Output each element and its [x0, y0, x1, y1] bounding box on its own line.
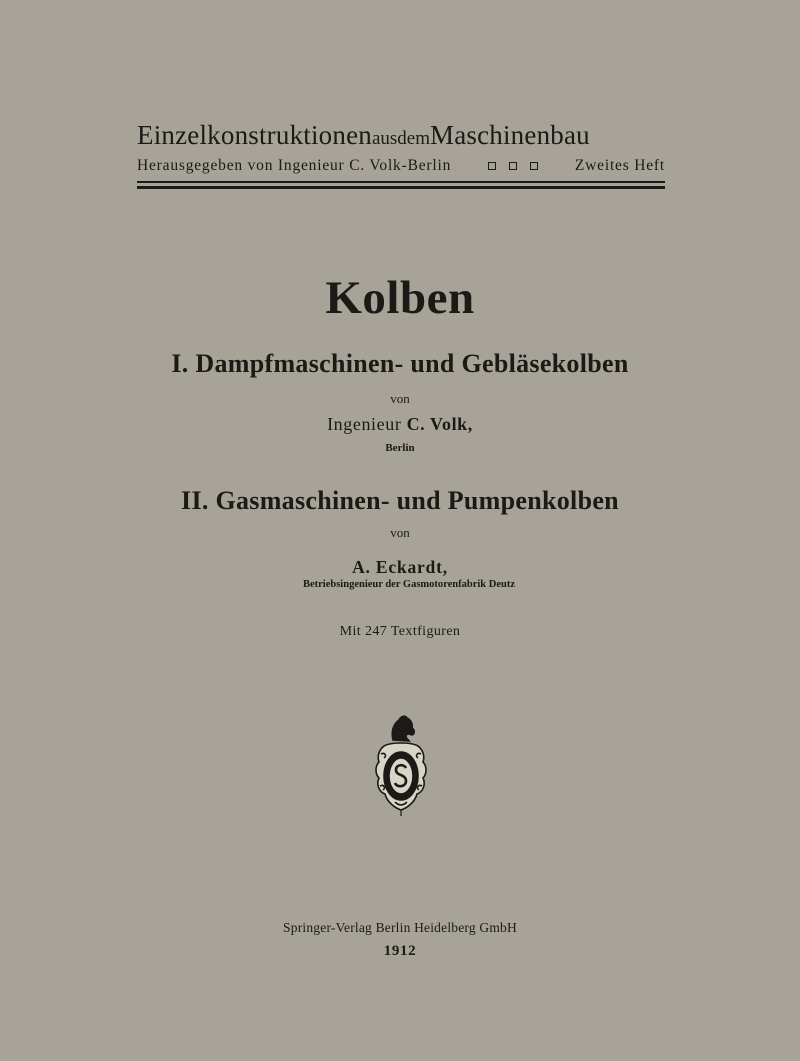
publisher-line: Springer-Verlag Berlin Heidelberg GmbH — [283, 920, 517, 935]
author-1 — [0, 411, 800, 437]
author-1-name: C. Volk, — [406, 414, 473, 434]
series-title-part3: Maschinenbau — [430, 120, 590, 150]
header-rule-thin — [137, 181, 665, 183]
series-title-part1: Einzelkonstruktionen — [137, 120, 372, 150]
springer-knight-emblem-icon — [371, 710, 431, 820]
von-label-1: von — [390, 391, 410, 406]
header-rule-thick — [137, 186, 665, 189]
series-editor-line: Herausgegeben von Ingenieur C. Volk-Berlin — [137, 157, 452, 174]
author-1-place: Berlin — [385, 442, 415, 454]
square-ornament-icon — [509, 162, 517, 170]
square-ornament-icon — [530, 162, 538, 170]
part-one-title: I. Dampfmaschinen- und Gebläsekolben — [171, 349, 629, 378]
publication-year: 1912 — [383, 943, 417, 959]
figures-note: Mit 247 Textfiguren — [339, 624, 461, 639]
author-1-prefix: Ingenieur — [327, 414, 402, 434]
part-two-title: II. Gasmaschinen- und Pumpenkolben — [181, 486, 619, 515]
series-issue: Zweites Heft — [574, 157, 665, 174]
author-2-name: A. Eckardt, — [352, 557, 448, 577]
series-title-part2: ausdem — [371, 128, 430, 149]
book-title: Kolben — [325, 272, 475, 324]
square-ornament-icon — [488, 162, 496, 170]
von-label-2: von — [390, 525, 410, 540]
author-2-role: Betriebsingenieur der Gasmotorenfabrik Deutz — [302, 579, 516, 590]
ornament-squares — [488, 162, 538, 170]
series-subtitle — [137, 156, 665, 176]
series-title — [137, 118, 665, 156]
